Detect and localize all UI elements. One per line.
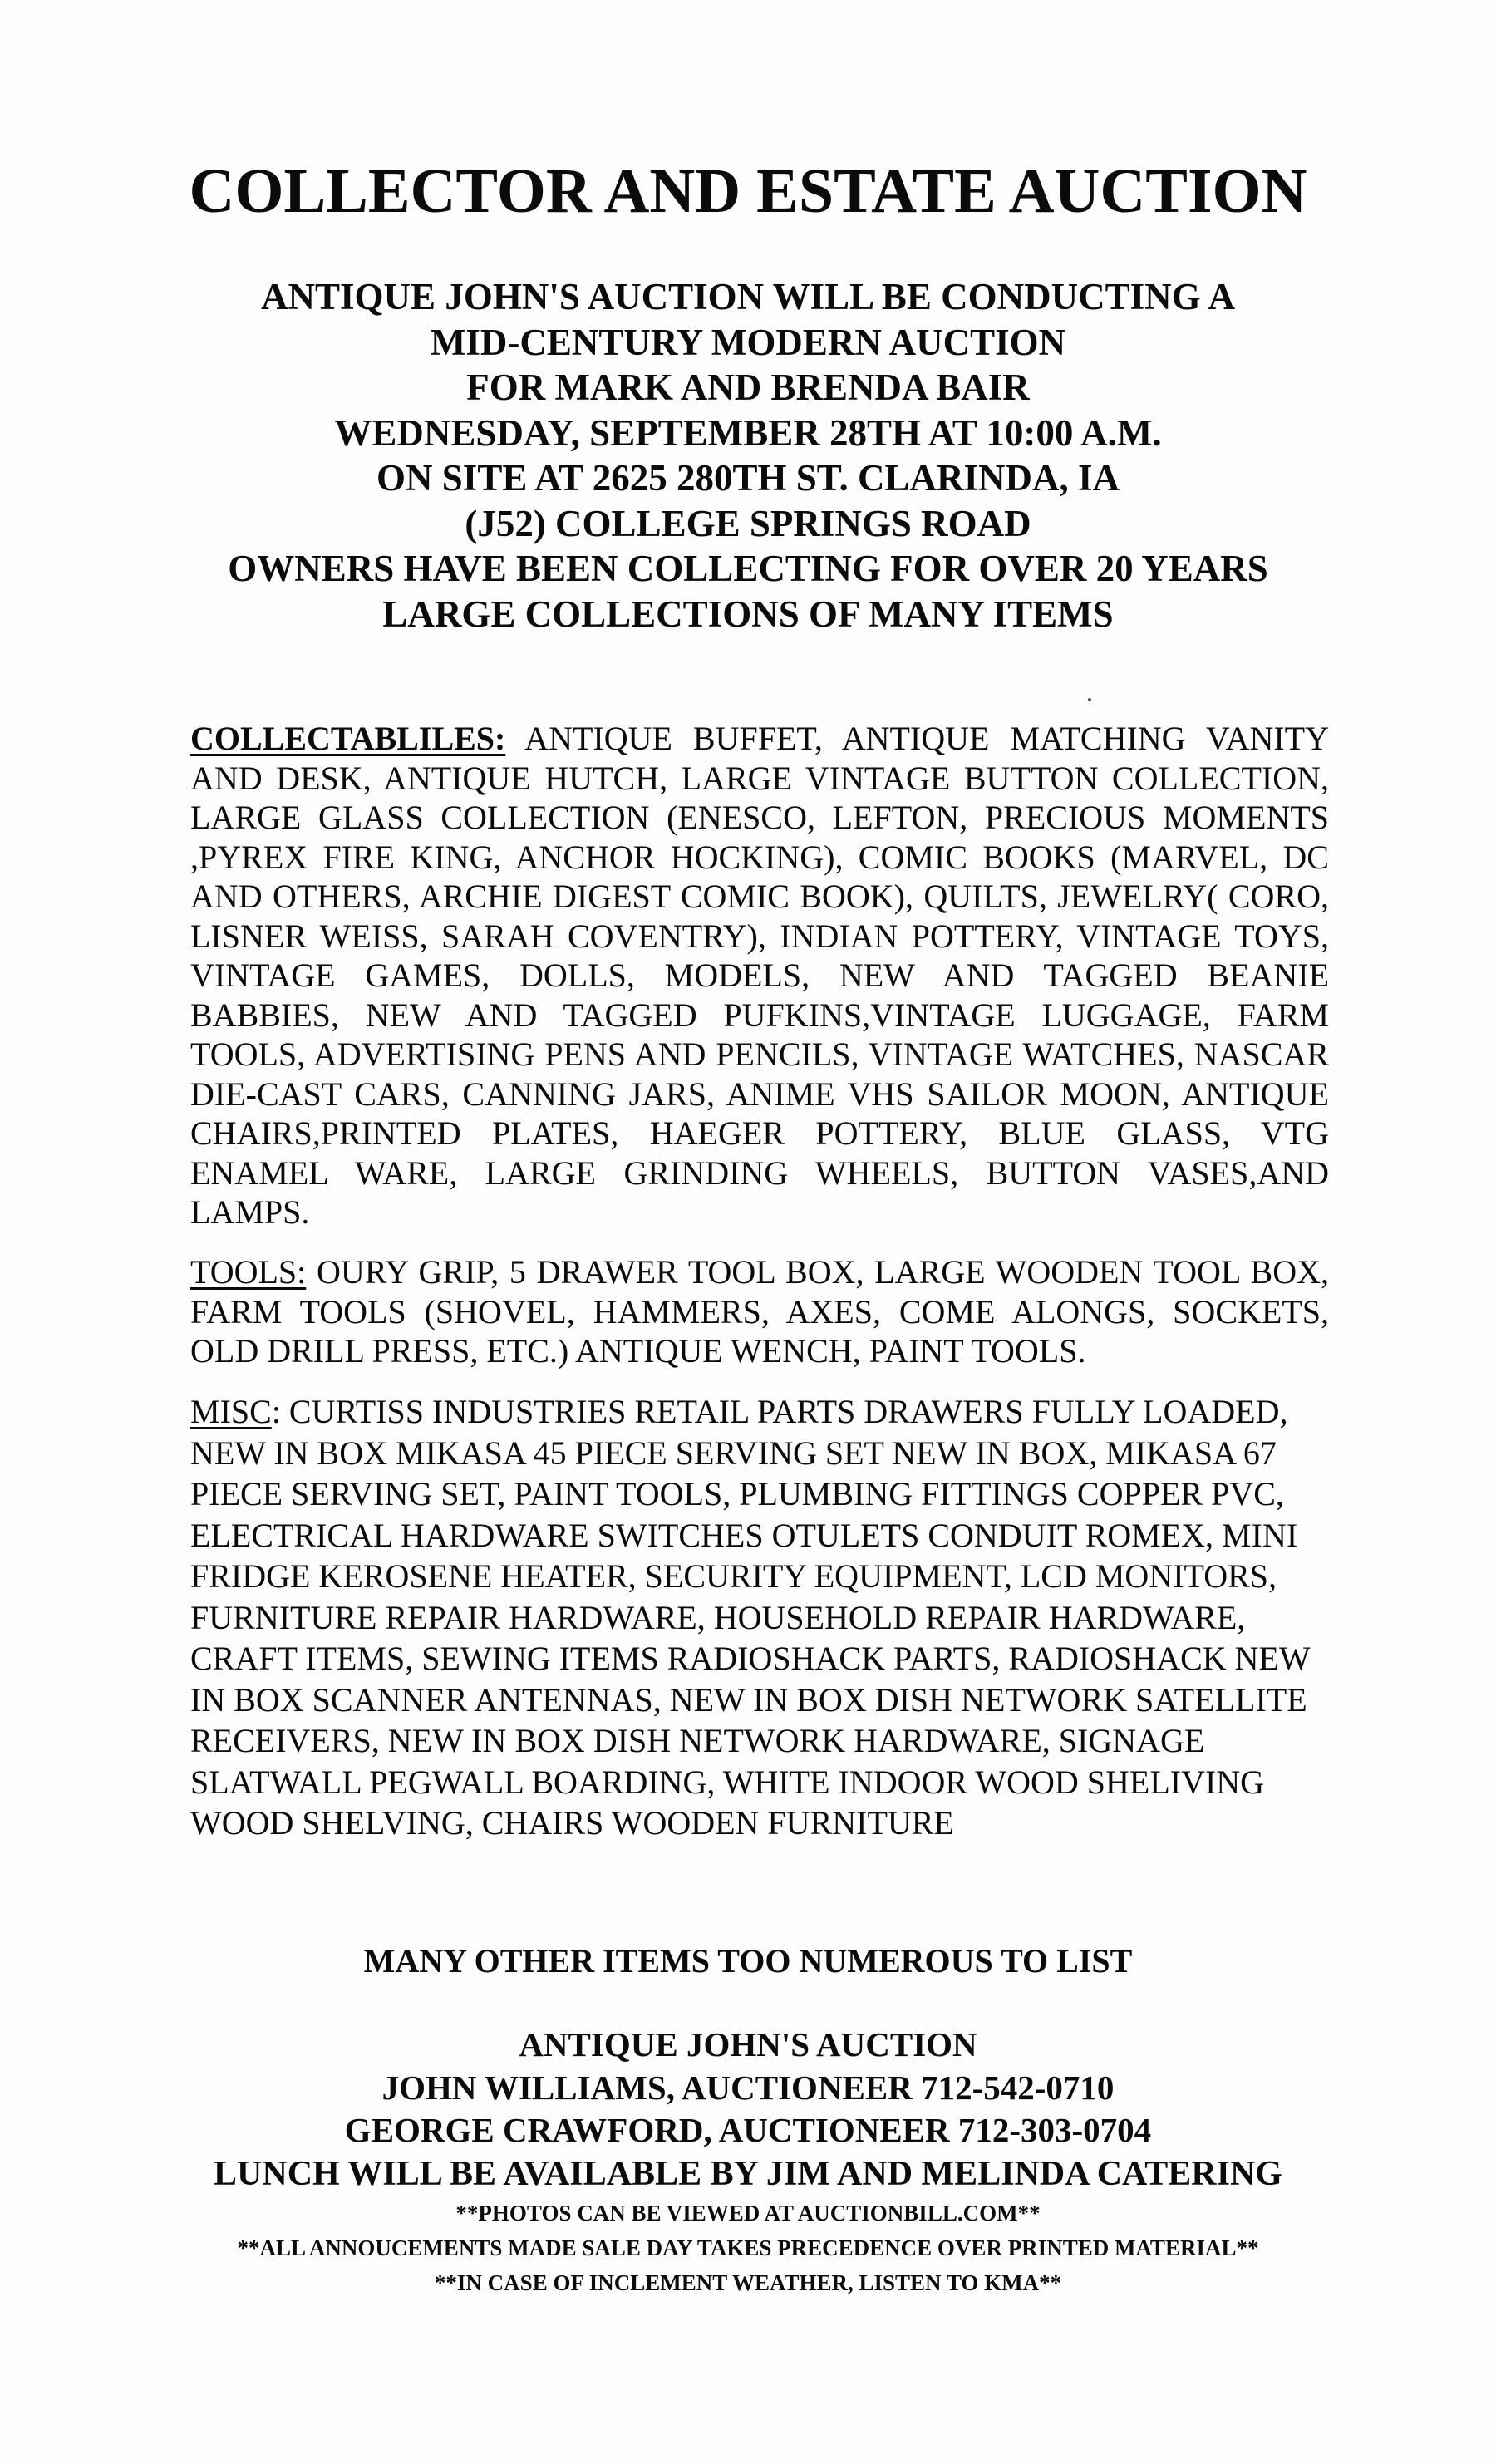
intro-line: FOR MARK AND BRENDA BAIR [466,366,1030,408]
tools-section [190,1252,1329,1371]
intro-line: OWNERS HAVE BEEN COLLECTING FOR OVER 20 YEARS [228,548,1268,589]
announcements-notice: **ALL ANNOUCEMENTS MADE SALE DAY TAKES PRECEDENCE OVER PRINTED MATERIAL** [237,2235,1259,2260]
auctioneer-line: GEORGE CRAWFORD, AUCTIONEER 712-303-0704 [344,2111,1152,2149]
collectables-heading: COLLECTABLILES: [190,720,506,757]
misc-text: : CURTISS INDUSTRIES RETAIL PARTS DRAWERS FULLY LOADED, NEW IN BOX MIKASA 45 PIECE SERVING SET NEW IN BOX, MIKASA 67 PIECE SERVING SET, PAINT TOOLS, PLUMBING FITTINGS COPPER PVC, ELECTRICAL HARDWARE SWITCHES OTULETS CONDUIT ROMEX, MINI FRIDGE KEROSENE HEATER, SECURITY EQUIPMENT, LCD MONITORS, FURNITURE REPAIR HARDWARE, HOUSEHOLD REPAIR HARDWARE, CRAFT ITEMS, SEWING ITEMS RADIOSHACK PARTS, RADIOSHACK NEW IN BOX SCANNER ANTENNAS, NEW IN BOX DISH NETWORK SATELLITE RECEIVERS, NEW IN BOX DISH NETWORK HARDWARE, SIGNAGE SLATWALL PEGWALL BOARDING, WHITE INDOOR WOOD SHELIVING WOOD SHELVING, CHAIRS WOODEN FURNITURE [190,1393,1310,1842]
weather-notice: **IN CASE OF INCLEMENT WEATHER, LISTEN TO KMA** [434,2270,1062,2295]
company-name: ANTIQUE JOHN'S AUCTION [519,2025,977,2063]
intro-line: ON SITE AT 2625 280TH ST. CLARINDA, IA [376,457,1120,499]
intro-line: LARGE COLLECTIONS OF MANY ITEMS [382,593,1114,635]
intro-block [0,274,1496,637]
photos-notice: **PHOTOS CAN BE VIEWED AT AUCTIONBILL.COM** [455,2200,1041,2225]
footer-block [0,2024,1496,2300]
collectables-section [190,719,1329,1232]
tools-heading: TOOLS: [190,1253,307,1291]
auctioneer-line: JOHN WILLIAMS, AUCTIONEER 712-542-0710 [381,2068,1115,2107]
lunch-notice: LUNCH WILL BE AVAILABLE BY JIM AND MELINDA CATERING [214,2154,1282,2193]
intro-line: MID-CENTURY MODERN AUCTION [430,321,1066,363]
intro-line: WEDNESDAY, SEPTEMBER 28TH AT 10:00 A.M. [334,411,1162,454]
collectables-text: ANTIQUE BUFFET, ANTIQUE MATCHING VANITY AND DESK, ANTIQUE HUTCH, LARGE VINTAGE BUTTON COLLECTION, LARGE GLASS COLLECTION (ENESCO, LEFTON, PRECIOUS MOMENTS ,PYREX FIRE KING, ANCHOR HOCKING), COMIC BOOKS (MARVEL, DC AND OTHERS, ARCHIE DIGEST COMIC BOOK), QUILTS, JEWELRY( CORO, LISNER WEISS, SARAH COVENTRY), INDIAN POTTERY, VINTAGE TOYS, VINTAGE GAMES, DOLLS, MODELS, NEW AND TAGGED BEANIE BABBIES, NEW AND TAGGED PUFKINS,VINTAGE LUGGAGE, FARM TOOLS, ADVERTISING PENS AND PENCILS, VINTAGE WATCHES, NASCAR DIE-CAST CARS, CANNING JARS, ANIME VHS SAILOR MOON, ANTIQUE CHAIRS,PRINTED PLATES, HAEGER POTTERY, BLUE GLASS, VTG ENAMEL WARE, LARGE GRINDING WHEELS, BUTTON VASES,AND LAMPS. [190,720,1329,1231]
scan-speck [1088,698,1091,701]
misc-section [190,1391,1329,1844]
intro-line: (J52) COLLEGE SPRINGS ROAD [465,502,1031,544]
misc-heading: MISC [190,1393,272,1430]
page-title: COLLECTOR AND ESTATE AUCTION [189,156,1307,226]
many-other-items: MANY OTHER ITEMS TOO NUMEROUS TO LIST [363,1942,1133,1980]
tools-text: OURY GRIP, 5 DRAWER TOOL BOX, LARGE WOODEN TOOL BOX, FARM TOOLS (SHOVEL, HAMMERS, AXES, COME ALONGS, SOCKETS, OLD DRILL PRESS, ETC.) ANTIQUE WENCH, PAINT TOOLS. [190,1253,1329,1370]
intro-line: ANTIQUE JOHN'S AUCTION WILL BE CONDUCTING A [261,276,1235,317]
